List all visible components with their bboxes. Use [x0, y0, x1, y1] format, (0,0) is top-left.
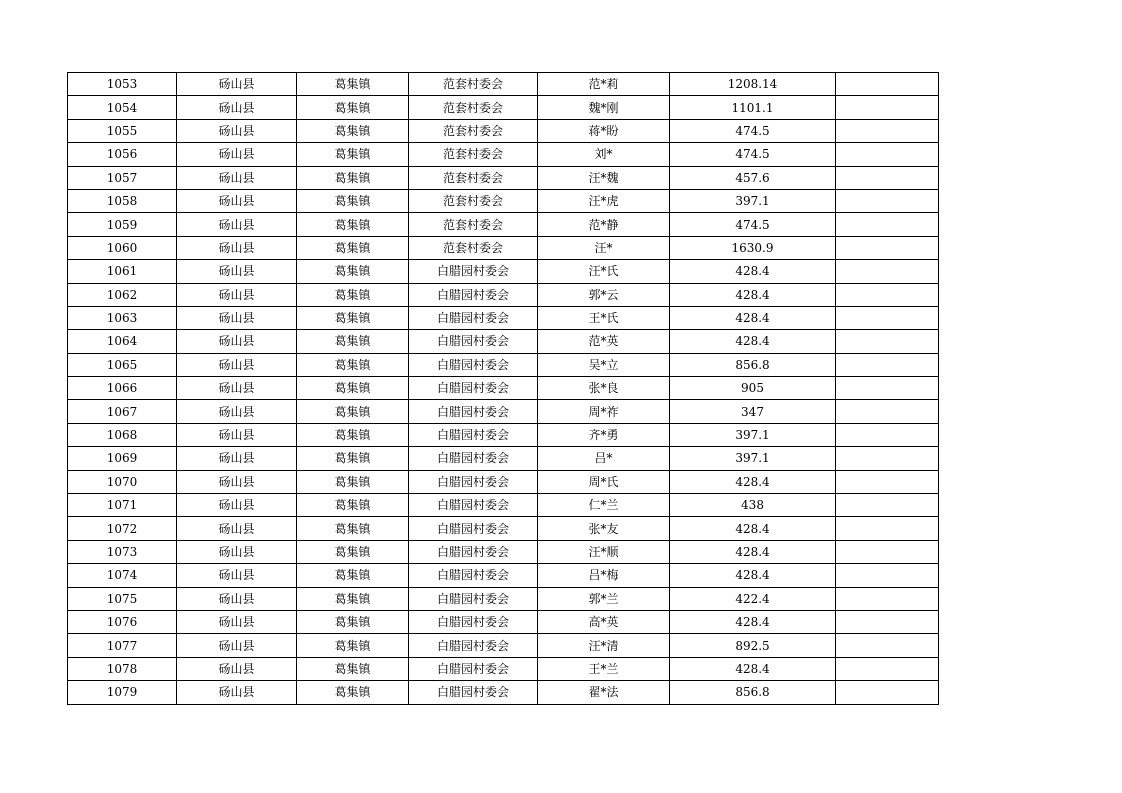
row-number-cell: 1074: [68, 564, 177, 587]
table-row: [68, 681, 939, 704]
village-committee-cell: 白腊园村委会: [409, 470, 538, 493]
amount-cell: 397.1: [670, 447, 836, 470]
amount-cell: 347: [670, 400, 836, 423]
row-number-cell: 1057: [68, 166, 177, 189]
row-number-cell: 1053: [68, 73, 177, 96]
remark-cell: [836, 166, 939, 189]
amount-cell: 428.4: [670, 470, 836, 493]
remark-cell: [836, 306, 939, 329]
village-committee-cell: 白腊园村委会: [409, 260, 538, 283]
town-cell: 葛集镇: [297, 423, 409, 446]
village-committee-cell: 白腊园村委会: [409, 306, 538, 329]
row-number-cell: 1056: [68, 143, 177, 166]
county-cell: 砀山县: [177, 213, 297, 236]
name-cell: 吴*立: [538, 353, 670, 376]
remark-cell: [836, 564, 939, 587]
village-committee-cell: 白腊园村委会: [409, 657, 538, 680]
town-cell: 葛集镇: [297, 657, 409, 680]
town-cell: 葛集镇: [297, 189, 409, 212]
county-cell: 砀山县: [177, 306, 297, 329]
town-cell: 葛集镇: [297, 213, 409, 236]
row-number-cell: 1070: [68, 470, 177, 493]
town-cell: 葛集镇: [297, 73, 409, 96]
name-cell: 郭*云: [538, 283, 670, 306]
amount-cell: 428.4: [670, 610, 836, 633]
village-committee-cell: 白腊园村委会: [409, 330, 538, 353]
county-cell: 砀山县: [177, 681, 297, 704]
county-cell: 砀山县: [177, 189, 297, 212]
amount-cell: 474.5: [670, 143, 836, 166]
amount-cell: 397.1: [670, 189, 836, 212]
table-body: [68, 73, 939, 705]
name-cell: 张*良: [538, 377, 670, 400]
remark-cell: [836, 377, 939, 400]
county-cell: 砀山县: [177, 423, 297, 446]
row-number-cell: 1075: [68, 587, 177, 610]
name-cell: 汪*氏: [538, 260, 670, 283]
table-row: [68, 213, 939, 236]
table-row: [68, 143, 939, 166]
data-table: [67, 72, 939, 705]
county-cell: 砀山县: [177, 119, 297, 142]
table-row: [68, 564, 939, 587]
town-cell: 葛集镇: [297, 306, 409, 329]
county-cell: 砀山县: [177, 470, 297, 493]
name-cell: 汪*: [538, 236, 670, 259]
village-committee-cell: 白腊园村委会: [409, 353, 538, 376]
remark-cell: [836, 189, 939, 212]
remark-cell: [836, 236, 939, 259]
table-row: [68, 494, 939, 517]
table-row: [68, 587, 939, 610]
name-cell: 郭*兰: [538, 587, 670, 610]
amount-cell: 1101.1: [670, 96, 836, 119]
town-cell: 葛集镇: [297, 540, 409, 563]
name-cell: 汪*清: [538, 634, 670, 657]
table-row: [68, 517, 939, 540]
village-committee-cell: 白腊园村委会: [409, 587, 538, 610]
town-cell: 葛集镇: [297, 587, 409, 610]
name-cell: 翟*法: [538, 681, 670, 704]
name-cell: 蒋*盼: [538, 119, 670, 142]
remark-cell: [836, 634, 939, 657]
name-cell: 仁*兰: [538, 494, 670, 517]
amount-cell: 397.1: [670, 423, 836, 446]
county-cell: 砀山县: [177, 260, 297, 283]
table-row: [68, 189, 939, 212]
town-cell: 葛集镇: [297, 96, 409, 119]
amount-cell: 905: [670, 377, 836, 400]
amount-cell: 428.4: [670, 330, 836, 353]
remark-cell: [836, 73, 939, 96]
name-cell: 张*友: [538, 517, 670, 540]
amount-cell: 1630.9: [670, 236, 836, 259]
row-number-cell: 1064: [68, 330, 177, 353]
town-cell: 葛集镇: [297, 634, 409, 657]
amount-cell: 474.5: [670, 213, 836, 236]
name-cell: 周*祚: [538, 400, 670, 423]
remark-cell: [836, 213, 939, 236]
name-cell: 王*氏: [538, 306, 670, 329]
village-committee-cell: 白腊园村委会: [409, 400, 538, 423]
remark-cell: [836, 681, 939, 704]
county-cell: 砀山县: [177, 400, 297, 423]
county-cell: 砀山县: [177, 236, 297, 259]
county-cell: 砀山县: [177, 353, 297, 376]
remark-cell: [836, 517, 939, 540]
county-cell: 砀山县: [177, 447, 297, 470]
remark-cell: [836, 330, 939, 353]
row-number-cell: 1073: [68, 540, 177, 563]
table-row: [68, 283, 939, 306]
name-cell: 吕*梅: [538, 564, 670, 587]
table-row: [68, 119, 939, 142]
row-number-cell: 1055: [68, 119, 177, 142]
table-row: [68, 400, 939, 423]
table-row: [68, 610, 939, 633]
village-committee-cell: 范套村委会: [409, 143, 538, 166]
name-cell: 汪*魏: [538, 166, 670, 189]
amount-cell: 438: [670, 494, 836, 517]
village-committee-cell: 白腊园村委会: [409, 540, 538, 563]
table-row: [68, 330, 939, 353]
amount-cell: 856.8: [670, 681, 836, 704]
amount-cell: 422.4: [670, 587, 836, 610]
town-cell: 葛集镇: [297, 564, 409, 587]
table-row: [68, 353, 939, 376]
village-committee-cell: 白腊园村委会: [409, 423, 538, 446]
row-number-cell: 1062: [68, 283, 177, 306]
name-cell: 高*英: [538, 610, 670, 633]
amount-cell: 1208.14: [670, 73, 836, 96]
county-cell: 砀山县: [177, 634, 297, 657]
town-cell: 葛集镇: [297, 353, 409, 376]
name-cell: 王*兰: [538, 657, 670, 680]
village-committee-cell: 范套村委会: [409, 189, 538, 212]
row-number-cell: 1076: [68, 610, 177, 633]
amount-cell: 428.4: [670, 517, 836, 540]
name-cell: 刘*: [538, 143, 670, 166]
town-cell: 葛集镇: [297, 236, 409, 259]
remark-cell: [836, 143, 939, 166]
town-cell: 葛集镇: [297, 494, 409, 517]
town-cell: 葛集镇: [297, 517, 409, 540]
county-cell: 砀山县: [177, 377, 297, 400]
amount-cell: 428.4: [670, 283, 836, 306]
village-committee-cell: 白腊园村委会: [409, 634, 538, 657]
table-row: [68, 306, 939, 329]
village-committee-cell: 白腊园村委会: [409, 517, 538, 540]
row-number-cell: 1054: [68, 96, 177, 119]
village-committee-cell: 白腊园村委会: [409, 377, 538, 400]
county-cell: 砀山县: [177, 166, 297, 189]
row-number-cell: 1065: [68, 353, 177, 376]
village-committee-cell: 白腊园村委会: [409, 564, 538, 587]
county-cell: 砀山县: [177, 610, 297, 633]
name-cell: 魏*刚: [538, 96, 670, 119]
town-cell: 葛集镇: [297, 260, 409, 283]
remark-cell: [836, 353, 939, 376]
name-cell: 范*英: [538, 330, 670, 353]
row-number-cell: 1066: [68, 377, 177, 400]
name-cell: 吕*: [538, 447, 670, 470]
row-number-cell: 1061: [68, 260, 177, 283]
remark-cell: [836, 447, 939, 470]
village-committee-cell: 白腊园村委会: [409, 610, 538, 633]
row-number-cell: 1063: [68, 306, 177, 329]
remark-cell: [836, 96, 939, 119]
row-number-cell: 1079: [68, 681, 177, 704]
village-committee-cell: 白腊园村委会: [409, 447, 538, 470]
village-committee-cell: 白腊园村委会: [409, 494, 538, 517]
remark-cell: [836, 494, 939, 517]
amount-cell: 428.4: [670, 564, 836, 587]
table-row: [68, 377, 939, 400]
amount-cell: 457.6: [670, 166, 836, 189]
table-row: [68, 540, 939, 563]
table-row: [68, 166, 939, 189]
remark-cell: [836, 610, 939, 633]
town-cell: 葛集镇: [297, 400, 409, 423]
town-cell: 葛集镇: [297, 470, 409, 493]
name-cell: 范*莉: [538, 73, 670, 96]
table-row: [68, 470, 939, 493]
remark-cell: [836, 540, 939, 563]
amount-cell: 428.4: [670, 540, 836, 563]
village-committee-cell: 范套村委会: [409, 73, 538, 96]
name-cell: 范*静: [538, 213, 670, 236]
town-cell: 葛集镇: [297, 143, 409, 166]
row-number-cell: 1069: [68, 447, 177, 470]
county-cell: 砀山县: [177, 587, 297, 610]
village-committee-cell: 范套村委会: [409, 213, 538, 236]
row-number-cell: 1077: [68, 634, 177, 657]
remark-cell: [836, 470, 939, 493]
remark-cell: [836, 119, 939, 142]
remark-cell: [836, 657, 939, 680]
row-number-cell: 1071: [68, 494, 177, 517]
row-number-cell: 1078: [68, 657, 177, 680]
amount-cell: 428.4: [670, 260, 836, 283]
name-cell: 汪*顺: [538, 540, 670, 563]
town-cell: 葛集镇: [297, 330, 409, 353]
remark-cell: [836, 587, 939, 610]
table-row: [68, 260, 939, 283]
county-cell: 砀山县: [177, 73, 297, 96]
town-cell: 葛集镇: [297, 119, 409, 142]
row-number-cell: 1067: [68, 400, 177, 423]
village-committee-cell: 范套村委会: [409, 166, 538, 189]
county-cell: 砀山县: [177, 283, 297, 306]
village-committee-cell: 范套村委会: [409, 96, 538, 119]
town-cell: 葛集镇: [297, 377, 409, 400]
village-committee-cell: 白腊园村委会: [409, 681, 538, 704]
row-number-cell: 1059: [68, 213, 177, 236]
row-number-cell: 1068: [68, 423, 177, 446]
village-committee-cell: 范套村委会: [409, 236, 538, 259]
town-cell: 葛集镇: [297, 610, 409, 633]
county-cell: 砀山县: [177, 494, 297, 517]
amount-cell: 428.4: [670, 306, 836, 329]
row-number-cell: 1060: [68, 236, 177, 259]
amount-cell: 856.8: [670, 353, 836, 376]
county-cell: 砀山县: [177, 517, 297, 540]
village-committee-cell: 范套村委会: [409, 119, 538, 142]
town-cell: 葛集镇: [297, 166, 409, 189]
table-row: [68, 236, 939, 259]
row-number-cell: 1072: [68, 517, 177, 540]
table-row: [68, 73, 939, 96]
village-committee-cell: 白腊园村委会: [409, 283, 538, 306]
amount-cell: 428.4: [670, 657, 836, 680]
table-row: [68, 634, 939, 657]
remark-cell: [836, 400, 939, 423]
table-row: [68, 657, 939, 680]
name-cell: 汪*虎: [538, 189, 670, 212]
name-cell: 齐*勇: [538, 423, 670, 446]
amount-cell: 474.5: [670, 119, 836, 142]
town-cell: 葛集镇: [297, 283, 409, 306]
county-cell: 砀山县: [177, 96, 297, 119]
table-row: [68, 96, 939, 119]
county-cell: 砀山县: [177, 330, 297, 353]
county-cell: 砀山县: [177, 657, 297, 680]
table-row: [68, 447, 939, 470]
county-cell: 砀山县: [177, 143, 297, 166]
county-cell: 砀山县: [177, 540, 297, 563]
town-cell: 葛集镇: [297, 447, 409, 470]
county-cell: 砀山县: [177, 564, 297, 587]
town-cell: 葛集镇: [297, 681, 409, 704]
table-row: [68, 423, 939, 446]
remark-cell: [836, 283, 939, 306]
remark-cell: [836, 260, 939, 283]
amount-cell: 892.5: [670, 634, 836, 657]
row-number-cell: 1058: [68, 189, 177, 212]
remark-cell: [836, 423, 939, 446]
name-cell: 周*氏: [538, 470, 670, 493]
